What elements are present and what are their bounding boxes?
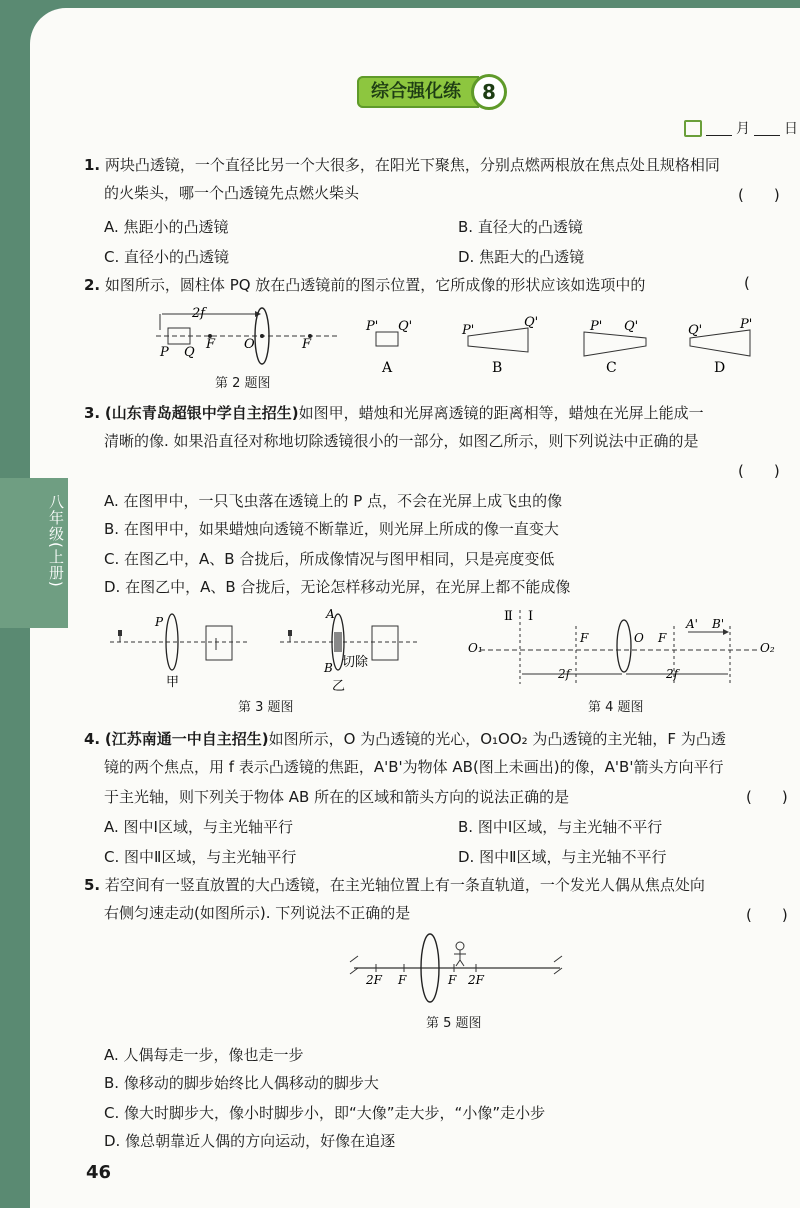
- q4-label-bp: B': [712, 617, 725, 631]
- q2-opt-a-right: Q': [398, 319, 413, 334]
- q5-line1: 5. 若空间有一竖直放置的大凸透镜，在主光轴位置上有一条直轨道，一个发光人偶从焦点处向: [84, 876, 705, 894]
- q5-option-b: B. 像移动的脚步始终比人偶移动的脚步大: [104, 1074, 379, 1092]
- q2-line: 2. 如图所示，圆柱体 PQ 放在凸透镜前的图示位置，它所成像的形状应该如选项中的: [84, 276, 646, 294]
- q3-label-cut: 切除: [342, 655, 369, 670]
- q1-option-c: C. 直径小的凸透镜: [104, 248, 230, 266]
- q2-opt-a-letter: A: [382, 360, 393, 376]
- q2-label-f1: F: [206, 337, 216, 352]
- section-title: 综合强化练: [357, 76, 479, 108]
- q4-label-o2: O₂: [760, 641, 775, 655]
- side-tab-label: 八年级(上册): [47, 494, 65, 588]
- q5-option-c: C. 像大时脚步大，像小时脚步小，即“大像”走大步，“小像”走小步: [104, 1104, 546, 1122]
- q5-label-lf: F: [398, 973, 407, 987]
- q5-bracket: ( ): [746, 906, 788, 924]
- section-number: 8: [471, 74, 507, 110]
- q2-caption: 第 2 题图: [215, 376, 271, 391]
- q4-label-f2: F: [658, 631, 667, 645]
- calendar-icon: [684, 120, 702, 137]
- q3-label-b: B: [324, 661, 333, 675]
- q3-line2: 清晰的像. 如果沿直径对称地切除透镜很小的一部分，如图乙所示，则下列说法中正确的是: [104, 432, 699, 450]
- q3-option-b: B. 在图甲中，如果蜡烛向透镜不断靠近，则光屏上所成的像一直变大: [104, 520, 559, 538]
- q5-label-r2f: 2F: [468, 973, 484, 987]
- q2-opt-c-letter: C: [606, 360, 617, 376]
- q2-bracket: (: [744, 274, 750, 292]
- q4-label-ap: A': [686, 617, 698, 631]
- day-label: 日: [784, 121, 798, 137]
- q3-label-jia: 甲: [166, 675, 180, 690]
- q3-label-p: P: [155, 615, 164, 629]
- q2-label-p: P: [160, 345, 169, 360]
- section-badge: [357, 76, 507, 108]
- q5-option-a: A. 人偶每走一步，像也走一步: [104, 1046, 304, 1064]
- q4-label-o1: O₁: [468, 641, 483, 655]
- q5-line2: 右侧匀速走动(如图所示). 下列说法不正确的是: [104, 904, 411, 922]
- q5-figure: [346, 926, 576, 1006]
- q4-line3: 于主光轴，则下列关于物体 AB 所在的区域和箭头方向的说法正确的是: [104, 788, 570, 806]
- q4-option-c: C. 图中Ⅱ区域，与主光轴平行: [104, 848, 297, 866]
- q2-opt-c-left: P': [590, 319, 603, 334]
- q4-label-f1: F: [580, 631, 589, 645]
- q1-option-d: D. 焦距大的凸透镜: [458, 248, 585, 266]
- q1-option-a: A. 焦距小的凸透镜: [104, 218, 229, 236]
- q4-label-2f-right: 2f: [666, 667, 679, 681]
- q4-label-i: Ⅰ: [528, 609, 534, 624]
- q2-label-q: Q: [184, 345, 195, 360]
- q5-label-l2f: 2F: [366, 973, 382, 987]
- q1-line1: 1. 两块凸透镜，一个直径比另一个大很多，在阳光下聚焦，分别点燃两根放在焦点处且规格相同: [84, 156, 720, 174]
- month-label: 月: [736, 121, 750, 137]
- q4-bracket: ( ): [746, 788, 788, 806]
- q4-label-ii: Ⅱ: [504, 609, 513, 624]
- q2-opt-b-right: Q': [524, 315, 539, 330]
- q3-option-d: D. 在图乙中，A、B 合拢后，无论怎样移动光屏，在光屏上都不能成像: [104, 578, 571, 596]
- q2-opt-b-letter: B: [492, 360, 503, 376]
- q4-line1: 4. (江苏南通一中自主招生)如图所示，O 为凸透镜的光心，O₁OO₂ 为凸透镜的主光轴，F 为凸透: [84, 730, 726, 748]
- q4-label-o: O: [634, 631, 644, 645]
- date-field: [684, 118, 798, 138]
- q4-figure: [462, 606, 782, 696]
- q2-label-2f: 2f: [192, 306, 206, 321]
- q4-option-a: A. 图中Ⅰ区域，与主光轴平行: [104, 818, 293, 836]
- q1-line2: 的火柴头，哪一个凸透镜先点燃火柴头: [104, 184, 360, 202]
- q5-option-d: D. 像总朝靠近人偶的方向运动，好像在追逐: [104, 1132, 396, 1150]
- q4-option-d: D. 图中Ⅱ区域，与主光轴不平行: [458, 848, 667, 866]
- q4-option-b: B. 图中Ⅰ区域，与主光轴不平行: [458, 818, 663, 836]
- q3-bracket: ( ): [738, 462, 780, 480]
- q2-opt-d-right: P': [740, 317, 753, 332]
- q2-label-o: O: [244, 337, 255, 352]
- q3-label-a: A: [326, 608, 335, 621]
- q2-opt-d-left: Q': [688, 323, 703, 338]
- q3-line1: 3. (山东青岛超银中学自主招生)如图甲，蜡烛和光屏离透镜的距离相等，蜡烛在光屏上能成一: [84, 404, 704, 422]
- q4-caption: 第 4 题图: [588, 700, 644, 715]
- q4-label-2f-left: 2f: [558, 667, 571, 681]
- q3-label-yi: 乙: [332, 679, 346, 694]
- q2-label-f2: F: [302, 337, 312, 352]
- q2-opt-c-right: Q': [624, 319, 639, 334]
- q4-line2: 镜的两个焦点，用 f 表示凸透镜的焦距，A'B'为物体 AB(图上未画出)的像，A'B'箭头方向平行: [104, 758, 724, 776]
- q1-bracket: ( ): [738, 186, 780, 204]
- q3-figure: [110, 608, 420, 698]
- page-number: 46: [86, 1162, 112, 1183]
- q3-option-a: A. 在图甲中，一只飞虫落在透镜上的 P 点，不会在光屏上成飞虫的像: [104, 492, 563, 510]
- q2-opt-b-left: P': [462, 323, 475, 338]
- q5-label-rf: F: [448, 973, 457, 987]
- q1-option-b: B. 直径大的凸透镜: [458, 218, 583, 236]
- q2-opt-d-letter: D: [714, 360, 726, 376]
- q3-option-c: C. 在图乙中，A、B 合拢后，所成像情况与图甲相同，只是亮度变低: [104, 550, 555, 568]
- q2-opt-a-left: P': [366, 319, 379, 334]
- q5-caption: 第 5 题图: [426, 1016, 482, 1031]
- q3-caption: 第 3 题图: [238, 700, 294, 715]
